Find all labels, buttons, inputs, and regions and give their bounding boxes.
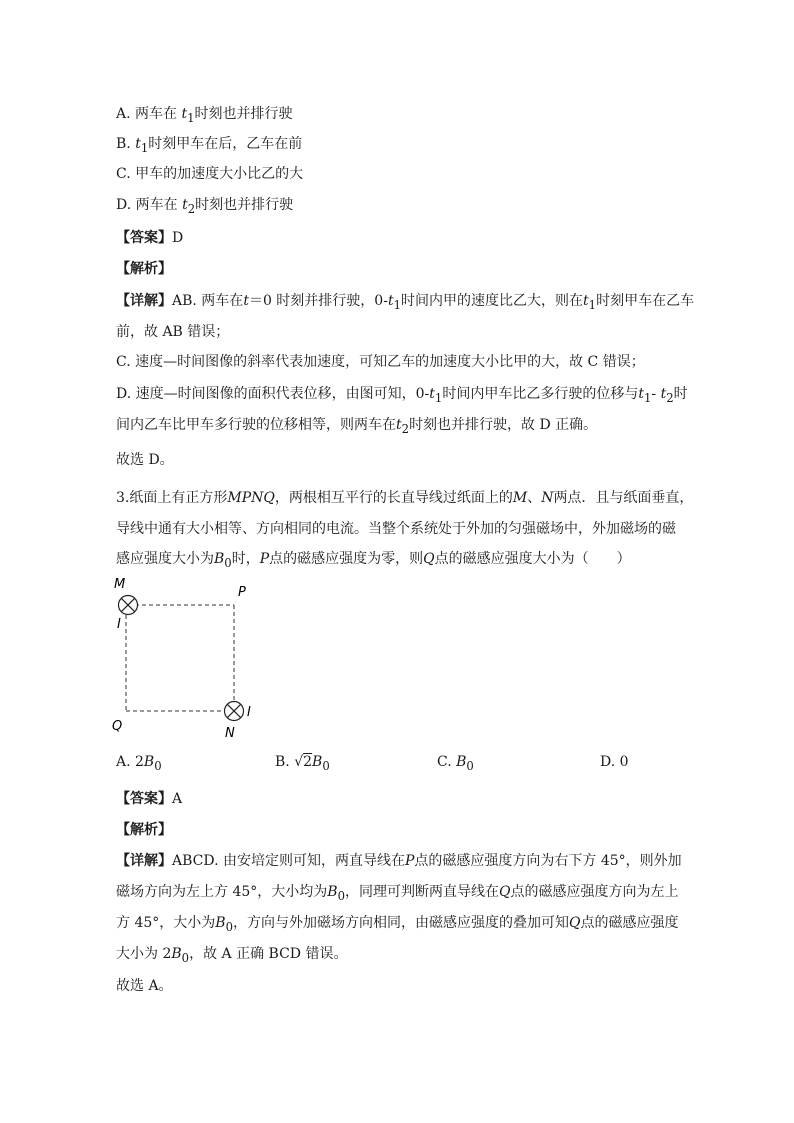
q3-options: [116, 752, 676, 774]
q3-analysis-heading: 【解析】: [116, 822, 172, 838]
q3-detail-line-4: 大小为 $2B_0$，故 A 正确 BCD 错误。: [116, 946, 348, 965]
conclusion-q3: 故选 A。: [116, 978, 173, 994]
q3-detail-line-2: 磁场方向为左上方 45°，大小均为$B_0$，同理可判断两直导线在Q点的磁感应强度方向为左上: [116, 884, 679, 903]
wire-n-into-page-icon: [225, 702, 244, 721]
detail-line-1: 【详解】AB. 两车在t＝0 时刻并排行驶，$0-t_1$时间内甲的速度比乙大，则在$t_1$时刻甲车在乙车: [116, 293, 695, 312]
label-i-m: I: [117, 617, 121, 632]
label-n: N: [225, 726, 235, 741]
q3-option-b: B. $√2B_0$: [275, 754, 330, 773]
q3-detail-line-1: 【详解】ABCD. 由安培定则可知，两直导线在P点的磁感应强度方向为右下方 45°，则外加: [116, 853, 682, 869]
conclusion-q2: 故选 D。: [116, 452, 174, 468]
q3-detail-line-3: 方 45°，大小为$B_0$，方向与外加磁场方向相同，由磁感应强度的叠加可知Q点的磁感应强度: [116, 915, 679, 934]
option-d: D. 两车在 $t_2$时刻也并排行驶: [116, 197, 294, 216]
q3-option-a: A. $2B_0$: [116, 754, 162, 773]
wire-m-into-page-icon: [119, 596, 138, 615]
option-b: B. $t_1$时刻甲车在后，乙车在前: [116, 136, 303, 155]
answer-line: 【答案】D: [116, 230, 184, 246]
q3-stem-line-1: 3.纸面上有正方形MPNQ，两根相互平行的长直导线过纸面上的M、N两点．且与纸面垂直，: [116, 490, 694, 506]
option-a: A. 两车在 $t_1$时刻也并排行驶: [116, 106, 293, 125]
label-m: M: [114, 577, 126, 592]
q3-stem-line-3: 感应强度大小为$B_0$时，P点的磁感应强度为零，则Q点的磁感应强度大小为（ ）: [116, 551, 631, 570]
label-i-n: I: [247, 705, 251, 720]
q3-answer-line: 【答案】A: [116, 791, 183, 807]
q3-option-d: D. 0: [600, 754, 629, 770]
analysis-heading: 【解析】: [116, 261, 172, 277]
detail-line-4: D. 速度—时间图像的面积代表位移，由图可知，$0-t_1$时间内甲车比乙多行驶的位移与$t_1-$ $t_2$时: [116, 386, 688, 405]
q3-option-c: C. $B_0$: [437, 754, 474, 773]
detail-line-5: 间内乙车比甲车多行驶的位移相等，则两车在$t_2$时刻也并排行驶，故 D 正确。: [116, 417, 598, 436]
detail-line-2: 前，故 AB 错误；: [116, 324, 230, 340]
label-q: Q: [112, 719, 123, 734]
q3-stem-line-2: 导线中通有大小相等、方向相同的电流。当整个系统处于外加的匀强磁场中，外加磁场的磁: [116, 521, 676, 537]
sqrt-sign: √: [294, 754, 304, 770]
option-c: C. 甲车的加速度大小比乙的大: [116, 166, 304, 182]
detail-line-3: C. 速度—时间图像的斜率代表加速度，可知乙车的加速度大小比甲的大，故 C 错误；: [116, 354, 645, 370]
label-p: P: [238, 585, 246, 600]
square-wire-figure: [108, 572, 268, 742]
